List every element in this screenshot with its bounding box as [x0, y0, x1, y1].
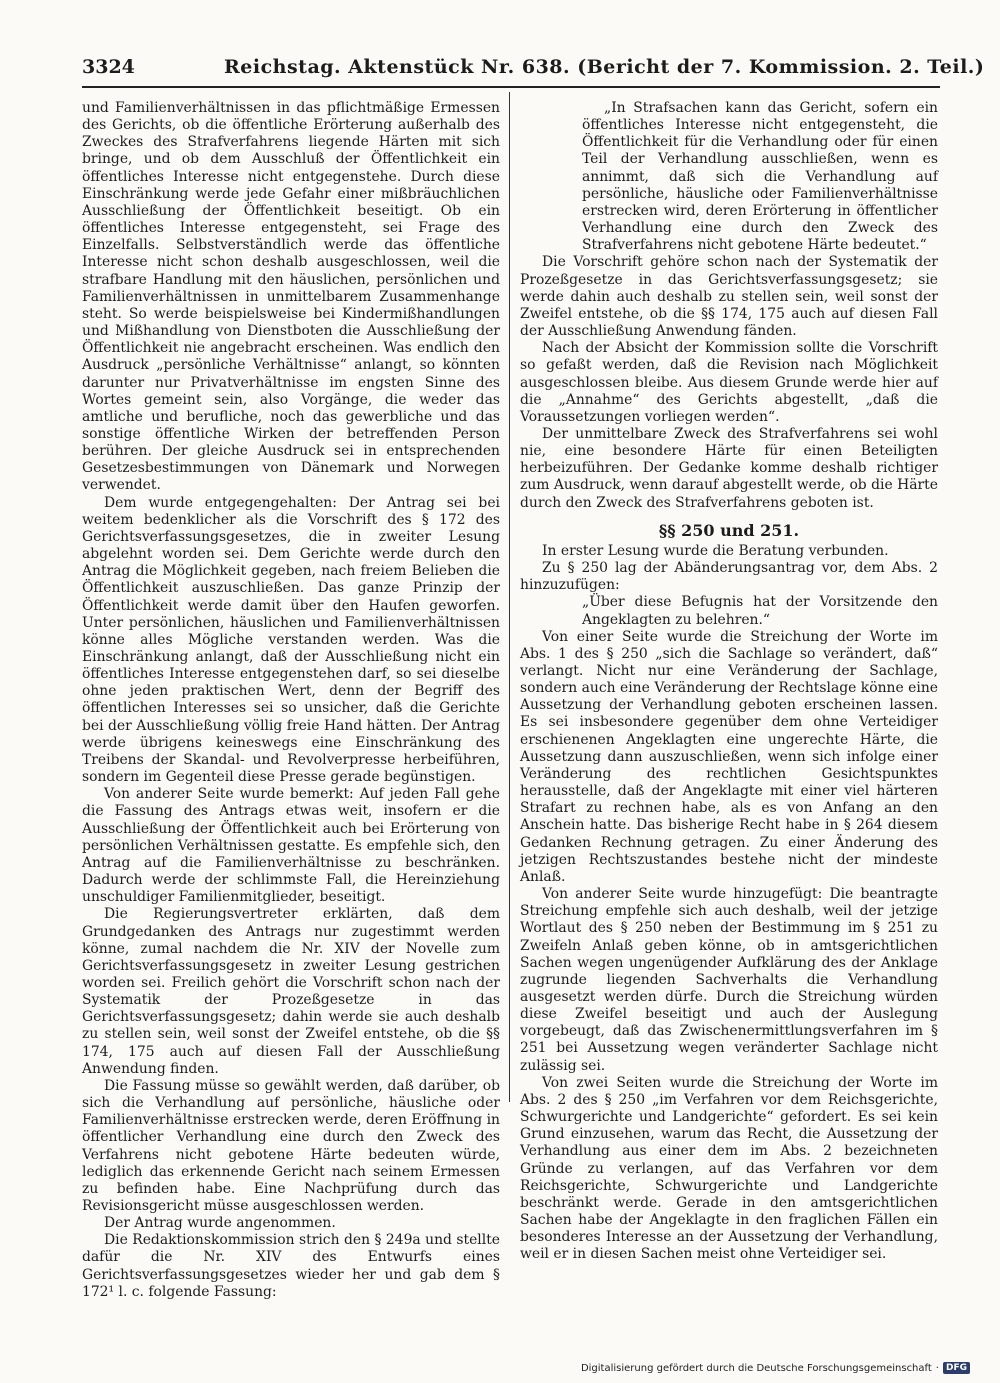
dfg-logo: DFG: [943, 1362, 970, 1374]
right-column: [520, 100, 938, 1263]
paragraph: Dem wurde entgegengehalten: Der Antrag sei bei weitem bedenklicher als die Vorschrift des § 172 des Gerichtsverfassungsgesetzes, die in zweiter Lesung abgelehnt worden sei. Dem Gerichte werde durch den Antrag die Möglichkeit gegeben, nach freiem Belieben die Öffentlichkeit auszuschließen. Das ganze Prinzip der Öffentlichkeit werde damit über den Haufen geworfen. Unter persönlichen, häuslichen und Familienverhältnissen könne alles Mögliche verstanden werden. Was die Einschränkung anlangt, daß der Ausschließung nicht ein öffentliches Interesse entgegenstehen darf, so sei dieselbe ohne jeden praktischen Wert, denn der Begriff des öffentlichen Interesses sei so unsicher, daß die Gerichte bei der Ausschließung völlig freie Hand hätten. Der Antrag werde übrigens keineswegs eine Einschränkung des Treibens der Skandal- und Revolverpresse herbeiführen, sondern im Gegenteil diese Presse gerade begünstigen.: [82, 494, 500, 786]
running-head: Reichstag. Aktenstück Nr. 638. (Bericht der 7. Kommission. 2. Teil.): [224, 56, 985, 78]
paragraph: Nach der Absicht der Kommission sollte die Vorschrift so gefaßt werden, daß die Revision nach Möglichkeit ausgeschlossen bleibe. Aus diesem Grunde werde hier auf die „Annahme“ des Gerichts abgestellt, „daß die Voraussetzungen vorliegen werden“.: [520, 340, 938, 425]
paragraph: Die Vorschrift gehöre schon nach der Systematik der Prozeßgesetze in das Gerichtsverfassungsgesetz; sie werde dahin auch deshalb zu stellen sein, weil sonst der Zweifel entstehe, ob die §§ 174, 175 auch auf diesen Fall der Ausschließung Anwendung fänden.: [520, 254, 938, 340]
left-column: [82, 100, 500, 1301]
paragraph: Von anderer Seite wurde hinzugefügt: Die beantragte Streichung empfehle sich auch deshalb, weil der jetzige Wortlaut des § 250 neben der Bestimmung im § 251 zu Zweifeln Anlaß geben könne, ob in amtsgerichtlichen Sachen wegen ungenügender Aufklärung des der Anklage zugrunde liegenden Sachverhalts die Verhandlung ausgesetzt werden dürfe. Durch die Streichung würden diese Zweifel beseitigt und auch der Auslegung vorgebeugt, daß das Zwischenermittlungsverfahren im § 251 bei Aussetzung wegen veränderter Sachlage nicht zulässig sei.: [520, 886, 938, 1074]
paragraph: Der Antrag wurde angenommen.: [104, 1215, 336, 1232]
paragraph: Die Fassung müsse so gewählt werden, daß darüber, ob sich die Verhandlung auf persönliche, häusliche oder Familienverhältnisse erstrecken werde, deren Eröffnung in öffentlicher Verhandlung eine durch den Zweck des Verfahrens nicht gebotene Härte bedeuten würde, lediglich das erkennende Gericht nach seinem Ermessen zu befinden habe. Eine Nachprüfung durch das Revisionsgericht müsse ausgeschlossen werden.: [82, 1077, 500, 1214]
paragraph: In erster Lesung wurde die Beratung verbunden.: [542, 542, 889, 559]
paragraph: Zu § 250 lag der Abänderungsantrag vor, dem Abs. 2 hinzuzufügen:: [520, 560, 938, 594]
block-quote: „In Strafsachen kann das Gericht, sofern ein öffentliches Interesse nicht entgegensteht, die Öffentlichkeit für die Verhandlung oder für einen Teil der Verhandlung ausschließen, wenn es annimmt, daß sich die Verhandlung auf persönliche, häusliche oder Familienverhältnisse erstrecken wird, deren Erörterung in öffentlicher Verhandlung eine durch den Zweck des Strafverfahrens nicht gebotene Härte bedeutet.“: [582, 100, 938, 254]
paragraph: Von zwei Seiten wurde die Streichung der Worte im Abs. 2 des § 250 „im Verfahren vor dem Reichsgerichte, Schwurgerichte und Landgerichte“ gefordert. Es sei kein Grund einzusehen, warum das Recht, die Aussetzung der Verhandlung aus einer dem im Abs. 2 bezeichneten Gründe zu verlangen, auf das Verfahren vor dem Reichsgerichte, Schwurgerichte und Landgerichte beschränkt werde. Gerade in den amtsgerichtlichen Sachen habe der Angeklagte in den fraglichen Fällen ein besonderes Interesse an der Aussetzung der Verhandlung, weil er in diesen Sachen meist ohne Verteidiger sei.: [520, 1074, 938, 1263]
digitization-footer: [581, 1362, 970, 1374]
dot-separator: ·: [935, 1362, 939, 1374]
page-header: [82, 50, 985, 88]
paragraph: Von anderer Seite wurde bemerkt: Auf jeden Fall gehe die Fassung des Antrags etwas weit, insofern er die Ausschließung der Öffentlichkeit auch bei Erörterung von persönlichen Verhältnissen gestatte. Es empfehle sich, den Antrag auf die Familienverhältnisse zu beschränken. Dadurch werde der schlimmste Fall, die Hereinziehung unschuldiger Familienmitglieder, beseitigt.: [82, 786, 500, 906]
paragraph: Von einer Seite wurde die Streichung der Worte im Abs. 1 des § 250 „sich die Sachlage so verändert, daß“ verlangt. Nicht nur eine Veränderung der Sachlage, sondern auch eine Veränderung der Rechtslage könne eine Aussetzung der Verhandlung geboten erscheinen lassen. Es sei insbesondere gegenüber dem ohne Verteidiger erschienenen Angeklagten eine ungerechte Härte, die Aussetzung dann auszuschließen, wenn sich infolge einer Veränderung des rechtlichen Gesichtspunktes herausstelle, daß der Angeklagte mit einer viel härteren Strafart zu rechnen habe, als es von Anfang an den Anschein hatte. Das bisherige Recht habe in § 264 diesem Gedanken Rechnung getragen. Zu einer Änderung des jetzigen Rechtszustandes bestehe nicht der mindeste Anlaß.: [520, 628, 938, 885]
footer-text: Digitalisierung gefördert durch die Deutsche Forschungsgemeinschaft: [580, 1362, 932, 1374]
paragraph: und Familienverhältnissen in das pflichtmäßige Ermessen des Gerichts, ob die öffentliche Erörterung außerhalb des Zweckes des Strafverfahrens liegende Härten mit sich bringe, und ob dem Ausschluß der Öffentlichkeit ein öffentliches Interesse nicht entgegenstehe. Durch diese Einschränkung werde jede Gefahr einer mißbräuchlichen Ausschließung der Öffentlichkeit beseitigt. Ob ein öffentliches Interesse entgegensteht, sei Frage des Einzelfalls. Selbstverständlich werde das öffentliche Interesse nicht schon deshalb ausgeschlossen, weil die strafbare Handlung mit den häuslichen, persönlichen und Familienverhältnissen in unmittelbarem Zusammenhange steht. So werde beispielsweise bei Kindermißhandlungen und Mißhandlung von Dienstboten die Ausschließung der Öffentlichkeit nie angebracht erscheinen. Was endlich den Ausdruck „persönliche Verhältnisse“ anlangt, so könnten darunter nur Privatverhältnisse im engsten Sinne des Wortes gemeint sein, also Vorgänge, die weder das amtliche und berufliche, noch das gewerbliche und das sonstige öffentliche Wirken der betreffenden Person berühren. Der gleiche Ausdruck sei in entsprechenden Gesetzesbestimmungen von Dänemark und Norwegen verwendet.: [82, 100, 500, 494]
paragraph: Die Redaktionskommission strich den § 249a und stellte dafür die Nr. XIV des Entwurfs eines Gerichtsverfassungsgesetzes wieder her und gab dem § 172¹ l. c. folgende Fassung:: [82, 1232, 500, 1300]
paragraph: Der unmittelbare Zweck des Strafverfahrens sei wohl nie, eine besondere Härte für einen Beteiligten herbeizuführen. Der Gedanke komme deshalb richtiger zum Ausdruck, wenn darauf abgestellt werde, ob die Härte durch den Zweck des Strafverfahrens geboten ist.: [520, 425, 938, 511]
block-quote: „Über diese Befugnis hat der Vorsitzende den Angeklagten zu belehren.“: [582, 594, 938, 628]
column-divider: [509, 92, 510, 1102]
paragraph: Die Regierungsvertreter erklärten, daß dem Grundgedanken des Antrags nur zugestimmt werden könne, zumal nachdem die Nr. XIV der Novelle zum Gerichtsverfassungsgesetz in zweiter Lesung gestrichen worden sei. Freilich gehört die Vorschrift schon nach der Systematik der Prozeßgesetze in das Gerichtsverfassungsgesetz; dahin werde sie auch deshalb zu stellen sein, weil sonst der Zweifel entstehe, ob die §§ 174, 175 auch auf diesen Fall der Ausschließung Anwendung finden.: [82, 906, 500, 1077]
section-heading: §§ 250 und 251.: [658, 520, 800, 540]
page-number: 3324: [82, 56, 135, 78]
